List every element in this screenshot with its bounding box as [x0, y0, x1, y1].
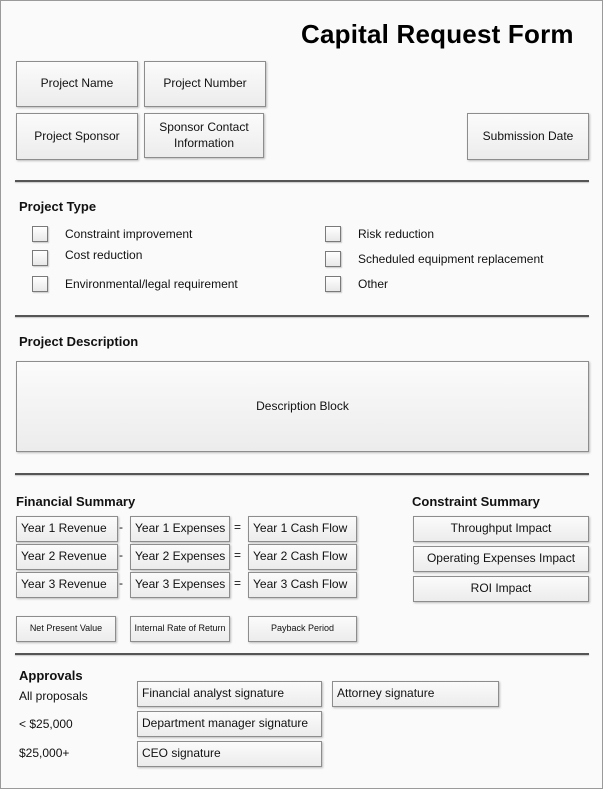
section-divider [15, 315, 589, 317]
equals-operator: = [234, 576, 242, 590]
checkbox[interactable] [325, 251, 341, 267]
checkbox[interactable] [32, 226, 48, 242]
checkbox-other[interactable] [325, 276, 388, 292]
financial-analyst-signature-field[interactable]: Financial analyst signature [137, 681, 322, 707]
tier-25000-plus: $25,000+ [19, 746, 70, 760]
constraint-summary-heading: Constraint Summary [412, 494, 540, 509]
financial-summary-heading: Financial Summary [16, 494, 136, 509]
roi-impact-field[interactable]: ROI Impact [413, 576, 589, 602]
equals-operator: = [234, 548, 242, 562]
year-3-revenue-field[interactable]: Year 3 Revenue [16, 572, 118, 598]
checkbox-label: Scheduled equipment replacement [358, 252, 544, 266]
section-divider [15, 180, 589, 182]
project-type-heading: Project Type [19, 199, 97, 214]
checkbox-label: Environmental/legal requirement [65, 277, 238, 291]
approvals-heading: Approvals [19, 668, 83, 683]
year-2-cash-flow-field[interactable]: Year 2 Cash Flow [248, 544, 357, 570]
tier-all-proposals: All proposals [19, 689, 88, 703]
attorney-signature-field[interactable]: Attorney signature [332, 681, 499, 707]
minus-operator: - [119, 548, 123, 562]
year-2-revenue-field[interactable]: Year 2 Revenue [16, 544, 118, 570]
project-description-heading: Project Description [19, 334, 139, 349]
project-number-field[interactable]: Project Number [144, 61, 266, 107]
description-block[interactable]: Description Block [16, 361, 589, 452]
payback-period-field[interactable]: Payback Period [248, 616, 357, 642]
year-1-expenses-field[interactable]: Year 1 Expenses [130, 516, 230, 542]
checkbox-environmental-legal[interactable] [32, 276, 238, 292]
checkbox-risk-reduction[interactable] [325, 226, 434, 242]
checkbox[interactable] [325, 276, 341, 292]
year-3-expenses-field[interactable]: Year 3 Expenses [130, 572, 230, 598]
minus-operator: - [119, 576, 123, 590]
sponsor-contact-field[interactable]: Sponsor Contact Information [144, 113, 264, 158]
section-divider [15, 473, 589, 475]
submission-date-field[interactable]: Submission Date [467, 113, 589, 160]
checkbox-label: Other [358, 277, 389, 291]
ceo-signature-field[interactable]: CEO signature [137, 741, 322, 767]
year-2-expenses-field[interactable]: Year 2 Expenses [130, 544, 230, 570]
throughput-impact-field[interactable]: Throughput Impact [413, 516, 589, 542]
checkbox-label: Risk reduction [358, 227, 435, 241]
tier-under-25000: < $25,000 [19, 717, 73, 731]
form-title: Capital Request Form [301, 19, 574, 49]
year-3-cash-flow-field[interactable]: Year 3 Cash Flow [248, 572, 357, 598]
department-manager-signature-field[interactable]: Department manager signature [137, 711, 322, 737]
checkbox[interactable] [32, 276, 48, 292]
checkbox[interactable] [325, 226, 341, 242]
project-sponsor-field[interactable]: Project Sponsor [16, 113, 138, 160]
equals-operator: = [234, 520, 242, 534]
net-present-value-field[interactable]: Net Present Value [16, 616, 116, 642]
checkbox-constraint-improvement[interactable] [32, 226, 192, 242]
checkbox-scheduled-equipment[interactable] [325, 251, 543, 267]
minus-operator: - [119, 520, 123, 534]
operating-expenses-impact-field[interactable]: Operating Expenses Impact [413, 546, 589, 572]
internal-rate-of-return-field[interactable]: Internal Rate of Return [130, 616, 230, 642]
checkbox[interactable] [32, 250, 48, 266]
section-divider [15, 653, 589, 655]
project-name-field[interactable]: Project Name [16, 61, 138, 107]
year-1-revenue-field[interactable]: Year 1 Revenue [16, 516, 118, 542]
checkbox-label: Constraint improvement [65, 227, 193, 241]
checkbox-label: Cost reduction [65, 248, 143, 262]
year-1-cash-flow-field[interactable]: Year 1 Cash Flow [248, 516, 357, 542]
checkbox-cost-reduction[interactable] [32, 250, 142, 266]
